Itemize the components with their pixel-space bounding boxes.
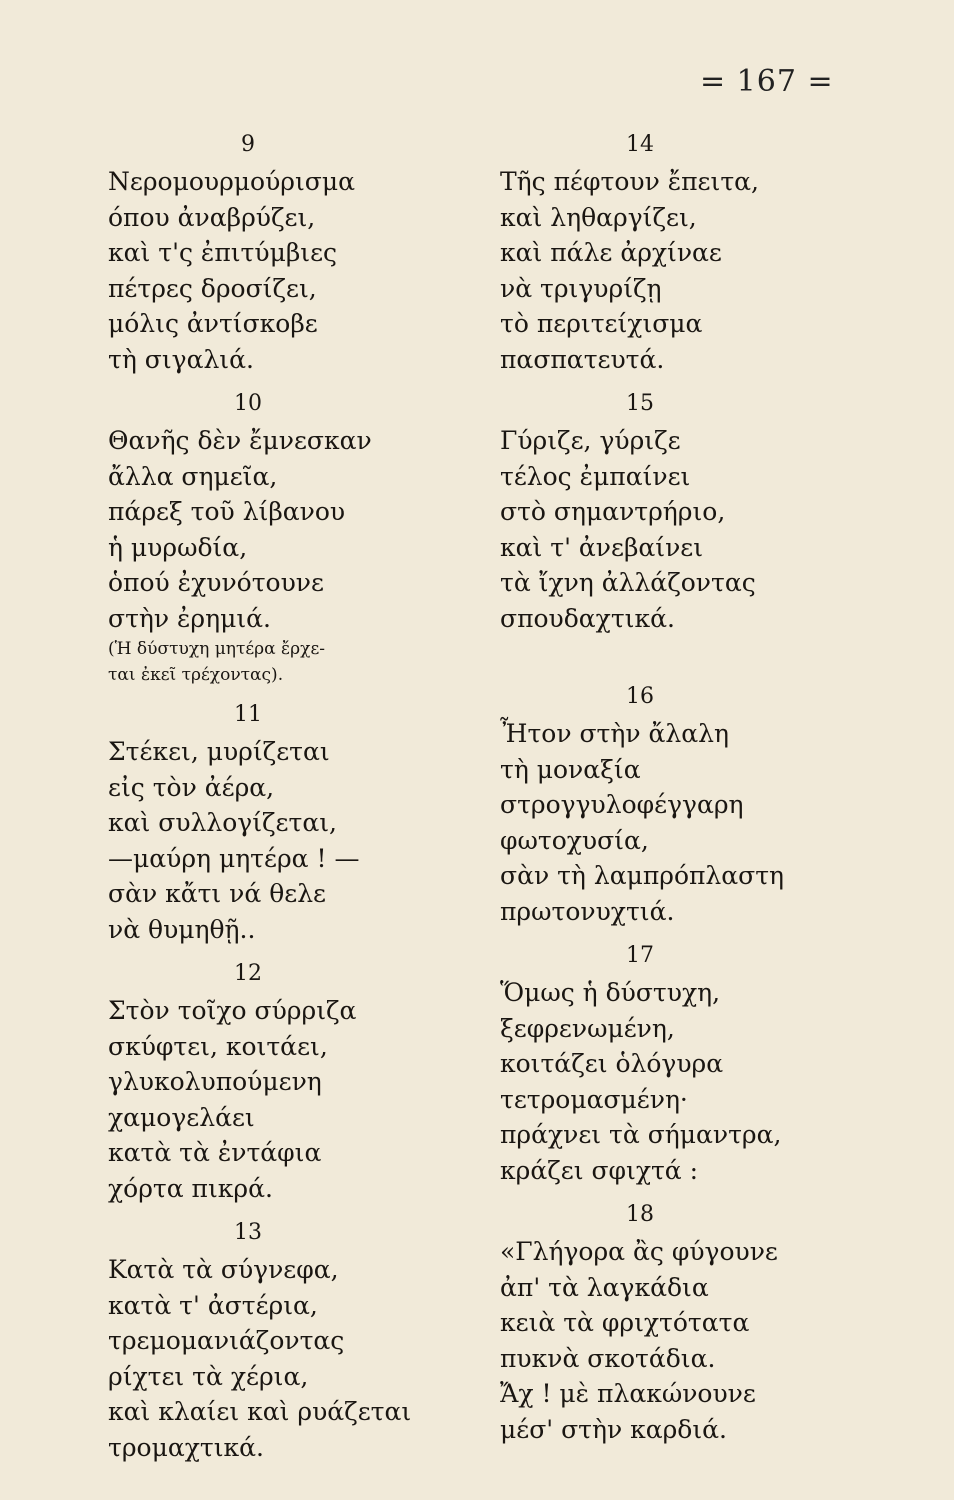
page-number: = 167 =: [700, 64, 834, 99]
verse-line: σπουδαχτικά.: [500, 603, 675, 633]
verse-line: καὶ συλλογίζεται,: [108, 808, 337, 837]
verse-line: καὶ πάλε ἀρχίναε: [500, 238, 722, 267]
verse-line: στὴν ἐρημιά.: [108, 603, 271, 633]
verse-line: «Γλήγορα ἂς φύγουνε: [500, 1237, 778, 1266]
verse-line: σὰν τὴ λαμπρόπλαστη: [500, 861, 785, 890]
verse-line: τὴ μοναξία: [500, 754, 641, 784]
verse-line: —μαύρη μητέρα ! —: [108, 843, 360, 873]
verse-line: Νερομουρμούρισμα: [108, 167, 355, 196]
stanza: [500, 678, 880, 929]
verse-line: καὶ κλαίει καὶ ρυάζεται: [108, 1397, 412, 1426]
stage-direction: (Ἡ δύστυχη μητέρα ἔρχε-: [108, 639, 325, 659]
verse-line: τρεμομανιάζοντας: [108, 1326, 345, 1355]
stanza: [108, 385, 488, 688]
verse-line: καὶ τ' ἀνεβαίνει: [500, 532, 704, 562]
verse-line: Γύριζε, γύριζε: [500, 426, 681, 455]
verse-line: πάρεξ τοῦ λίβανου: [108, 497, 346, 526]
stanza-number: 15: [626, 391, 654, 416]
stanza-number: 10: [234, 391, 262, 416]
verse-line: Ὅμως ἡ δύστυχη,: [500, 978, 721, 1007]
stanza-number: 11: [234, 702, 262, 727]
verse-line: τὴ σιγαλιά.: [108, 344, 254, 374]
verse-line: κατὰ τὰ ἐντάφια: [108, 1138, 322, 1167]
verse-line: κειὰ τὰ φριχτότατα: [500, 1308, 750, 1337]
verse-line: νὰ τριγυρίζῃ: [500, 273, 662, 303]
stanza-number: 18: [626, 1202, 654, 1227]
verse-line: καὶ τ'ς ἐπιτύμβιες: [108, 238, 338, 267]
verse-line: νὰ θυμηθῇ..: [108, 914, 256, 944]
verse-line: χόρτα πικρά.: [108, 1173, 273, 1203]
stanza: [108, 696, 488, 947]
verse-line: ρίχτει τὰ χέρια,: [108, 1361, 309, 1391]
verse-line: στὸ σημαντρήριο,: [500, 497, 726, 526]
stanza-number: 13: [234, 1220, 262, 1245]
stage-direction: ται ἐκεῖ τρέχοντας).: [108, 665, 284, 685]
verse-line: τὰ ἴχνη ἀλλάζοντας: [500, 568, 756, 597]
verse-line: Στέκει, μυρίζεται: [108, 737, 330, 766]
verse-line: ὁπού ἐχυνότουνε: [108, 568, 324, 597]
verse-line: τετρομασμένη·: [500, 1084, 688, 1114]
verse-line: τὸ περιτείχισμα: [500, 309, 703, 338]
verse-line: πρωτονυχτιά.: [500, 896, 675, 926]
stanza-gap: [500, 644, 880, 678]
verse-line: Ἦτον στὴν ἄλαλη: [500, 719, 729, 748]
verse-line: όπου ἀναβρύζει,: [108, 202, 316, 232]
stanza: [500, 1196, 880, 1447]
verse-line: σκύφτει, κοιτάει,: [108, 1031, 328, 1061]
verse-line: κατὰ τ' ἀστέρια,: [108, 1290, 318, 1320]
stanza: [108, 126, 488, 377]
verse-line: Θανῆς δὲν ἔμνεσκαν: [108, 426, 372, 455]
verse-line: κοιτάζει ὁλόγυρα: [500, 1049, 724, 1078]
stanza-number: 9: [241, 132, 255, 157]
verse-line: εἰς τὸν ἀέρα,: [108, 772, 275, 802]
verse-line: Τῆς πέφτουν ἔπειτα,: [500, 167, 759, 196]
verse-line: πασπατευτά.: [500, 344, 665, 374]
verse-line: κράζει σφιχτά :: [500, 1155, 699, 1185]
stanza-number: 12: [234, 961, 262, 986]
left-column: [108, 126, 488, 1473]
verse-line: ἡ μυρωδία,: [108, 532, 248, 562]
right-column: [500, 126, 880, 1455]
verse-line: μέσ' στὴν καρδιά.: [500, 1414, 727, 1444]
verse-line: μόλις ἀντίσκοβε: [108, 309, 318, 338]
verse-line: τέλος ἐμπαίνει: [500, 461, 691, 491]
verse-line: στρογγυλοφέγγαρη: [500, 790, 744, 819]
stanza: [500, 937, 880, 1188]
stanza: [500, 385, 880, 636]
verse-line: ξεφρενωμένη,: [500, 1013, 675, 1043]
verse-line: ἄλλα σημεῖα,: [108, 461, 278, 491]
verse-line: πέτρες δροσίζει,: [108, 273, 317, 303]
verse-line: σὰν κἄτι νά θελε: [108, 879, 327, 908]
verse-line: Κατὰ τὰ σύγνεφα,: [108, 1255, 339, 1284]
verse-line: ἀπ' τὰ λαγκάδια: [500, 1272, 709, 1302]
stanza-number: 17: [626, 943, 654, 968]
verse-line: γλυκολυπούμενη: [108, 1067, 322, 1096]
stanza: [108, 1214, 488, 1465]
stanza: [108, 955, 488, 1206]
verse-line: Στὸν τοῖχο σύρριζα: [108, 996, 357, 1025]
verse-line: καὶ ληθαργίζει,: [500, 202, 697, 232]
verse-line: φωτοχυσία,: [500, 825, 649, 855]
stanza: [500, 126, 880, 377]
stanza-number: 14: [626, 132, 654, 157]
verse-line: τρομαχτικά.: [108, 1432, 264, 1462]
verse-line: Ἄχ ! μὲ πλακώνουνε: [500, 1379, 756, 1408]
verse-line: πυκνὰ σκοτάδια.: [500, 1343, 716, 1373]
verse-line: πράχνει τὰ σήμαντρα,: [500, 1120, 782, 1149]
stanza-number: 16: [626, 684, 654, 709]
verse-line: χαμογελάει: [108, 1102, 255, 1132]
